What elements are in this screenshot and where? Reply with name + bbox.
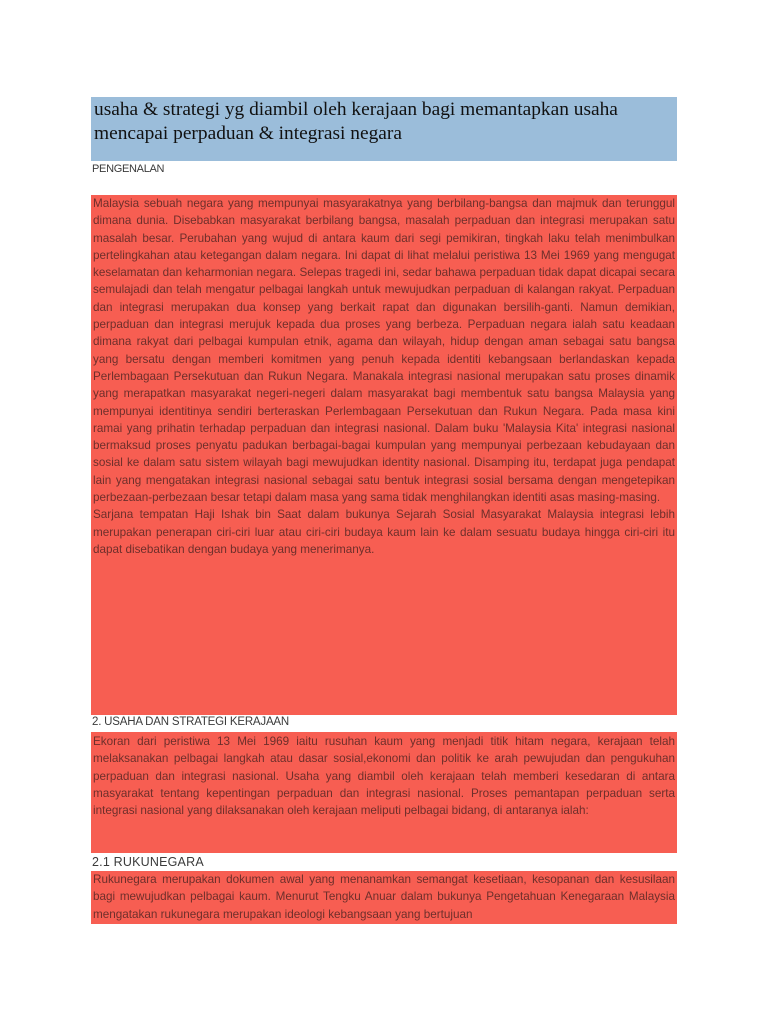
pengenalan-text-block bbox=[91, 195, 677, 715]
rukunegara-paragraph: Rukunegara merupakan dokumen awal yang menanamkan semangat kesetiaan, kesopanan dan kesusilaan bagi mewujudkan pelbagai kaum. Menurut Tengku Anuar dalam bukunya Pengetahuan Kenegaraan Malaysia mengatakan rukunegara merupakan ideologi kebangsaan yang bertujuan bbox=[93, 873, 675, 921]
pengenalan-paragraph-2: Sarjana tempatan Haji Ishak bin Saat dalam bukunya Sejarah Sosial Masyarakat Malaysia integrasi lebih merupakan penerapan ciri-ciri luar atau ciri-ciri budaya kaum lain ke dalam sesuatu budaya hingga ciri-ciri itu dapat disebatikan dengan budaya yang menerimanya. bbox=[93, 508, 675, 556]
pengenalan-paragraph-1: Malaysia sebuah negara yang mempunyai masyarakatnya yang berbilang-bangsa dan majmuk dan terunggul dimana dunia. Disebabkan masyarakat berbilang bangsa, masalah perpaduan dan integrasi merupakan satu masalah besar. Perubahan yang wujud di antara kaum dari segi pemikiran, tingkah laku telah menimbulkan pertelingkahan atau ketegangan dalam negara. Ini dapat di lihat melalui peristiwa 13 Mei 1969 yang mengugat keselamatan dan keharmonian negara. Selepas tragedi ini, sedar bahawa perpaduan tidak dapat dicapai secara semulajadi dan telah mengatur pelbagai langkah untuk mewujudkan perpaduan di kalangan rakyat. Perpaduan dan integrasi merupakan dua konsep yang berkait rapat dan digunakan bersilih-ganti. Namun demikian, perpaduan dan integrasi merujuk kepada dua proses yang berbeza. Perpaduan negara ialah satu keadaan dimana rakyat dari pelbagai kumpulan etnik, agama dan wilayah, hidup dengan aman sebagai satu bangsa yang bersatu dengan memberi komitmen yang penuh kepada identiti kebangsaan berlandaskan kepada Perlembagaan Persekutuan dan Rukun Negara. Manakala integrasi nasional merupakan satu proses dinamik yang merapatkan masyarakat negeri-negeri dalam masyarakat bagi membentuk satu bangsa Malaysia yang mempunyai identitinya sendiri berteraskan Perlembagaan Persekutuan dan Rukun Negara. Pada masa kini ramai yang prihatin terhadap perpaduan dan integrasi nasional. Dalam buku 'Malaysia Kita' integrasi nasional bermaksud proses penyatu padukan berbagai-bagai kumpulan yang mempunyai perbezaan kebudayaan dan sosial ke dalam satu sistem wilayah bagi mewujudkan identity nasional. Disamping itu, terdapat juga pendapat lain yang mengatakan integrasi nasional sebagai satu bentuk integrasi sosial bersama dengan mengetepikan perbezaan-perbezaan besar tetapi dalam masa yang sama tidak menghilangkan identiti asas masing-masing. bbox=[93, 197, 675, 505]
title-banner bbox=[91, 97, 677, 161]
usaha-paragraph: Ekoran dari peristiwa 13 Mei 1969 iaitu rusuhan kaum yang menjadi titik hitam negara, kerajaan telah melaksanakan pelbagai langkah atau dasar sosial,ekonomi dan politik ke arah pewujudan dan pengukuhan perpaduan dan integrasi nasional. Usaha yang diambil oleh kerajaan telah memberi kesedaran di antara masyarakat tentang kepentingan perpaduan dan integrasi nasional. Proses pemantapan perpaduan serta integrasi nasional yang dilaksanakan oleh kerajaan meliputi pelbagai bidang, di antaranya ialah: bbox=[93, 735, 675, 818]
document-title: usaha & strategi yg diambil oleh kerajaan bagi memantapkan usaha mencapai perpaduan & integrasi negara bbox=[94, 99, 618, 144]
rukunegara-text-block bbox=[91, 871, 677, 924]
usaha-text-block bbox=[91, 732, 677, 853]
section-heading-rukunegara: 2.1 RUKUNEGARA bbox=[92, 855, 204, 869]
section-heading-pengenalan: PENGENALAN bbox=[92, 163, 165, 175]
section-heading-usaha: 2. USAHA DAN STRATEGI KERAJAAN bbox=[92, 716, 290, 728]
